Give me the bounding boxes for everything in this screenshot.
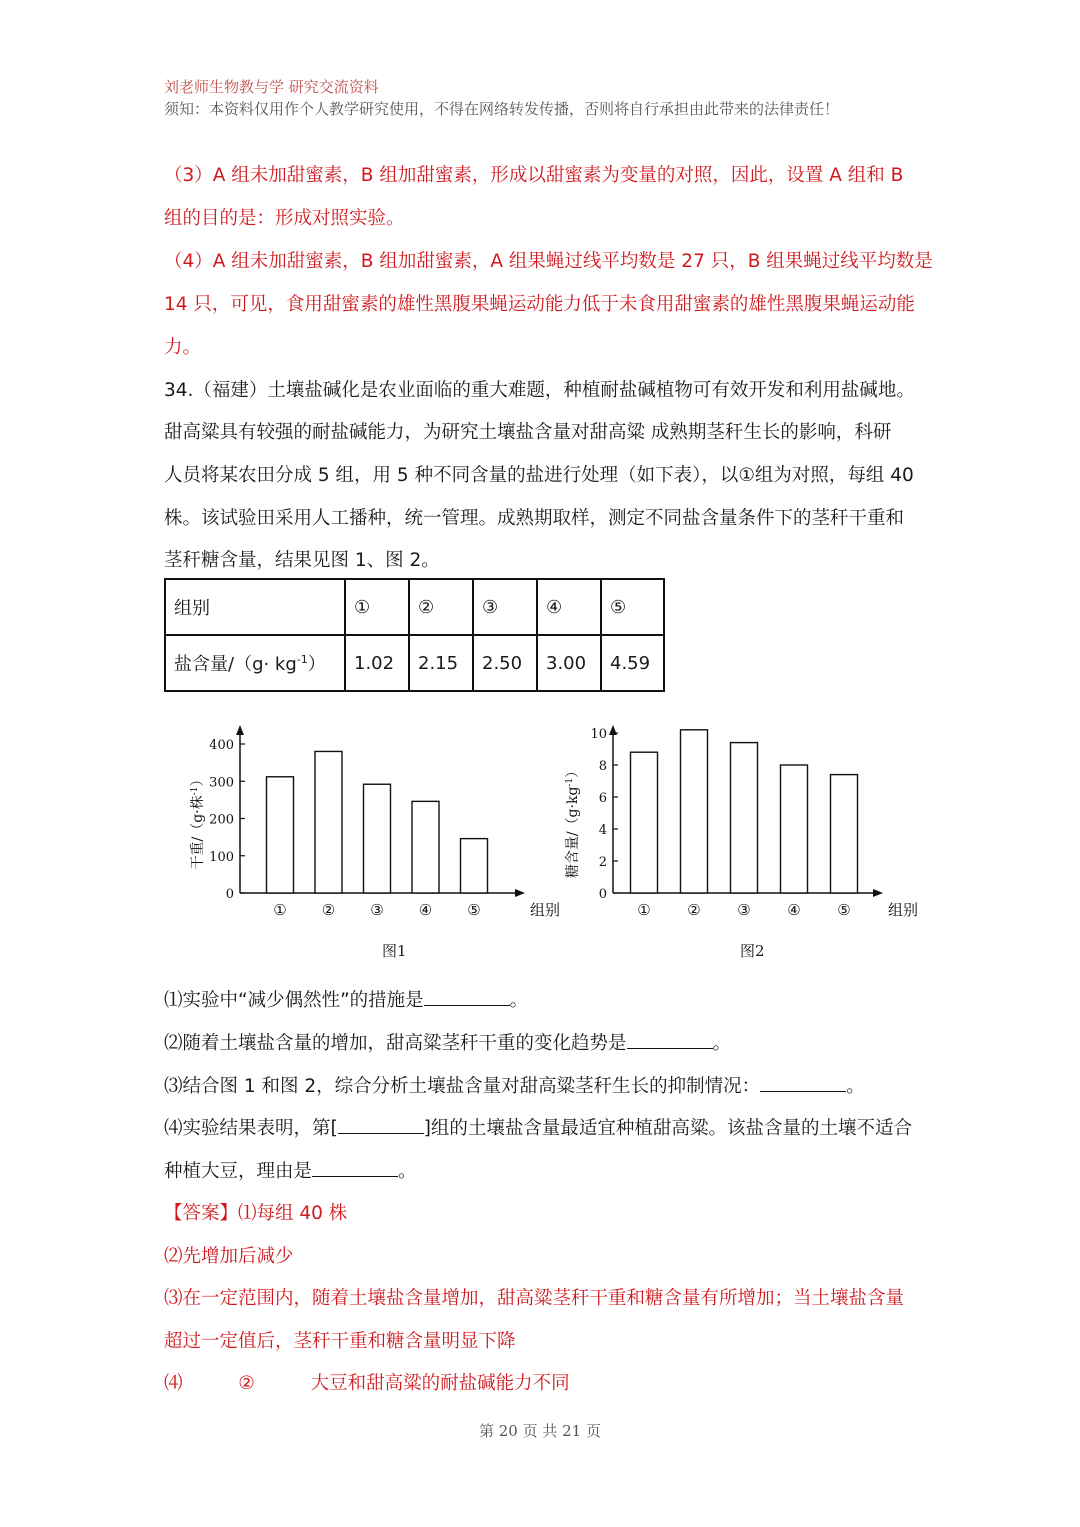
y-tick-label: 300 — [209, 775, 234, 791]
salt-label-sup: -1 — [296, 653, 308, 666]
table-cell: 2.15 — [409, 635, 473, 691]
x-tick-label: ③ — [737, 901, 751, 919]
y-tick-label: 400 — [209, 738, 234, 753]
bar — [267, 777, 294, 893]
answer-blank[interactable] — [760, 1073, 846, 1092]
table-cell: ② — [409, 579, 473, 635]
x-tick-label: ⑤ — [467, 901, 481, 919]
page-footer: 第 20 页 共 21 页 — [478, 1422, 601, 1440]
dry-weight-chart — [180, 705, 561, 935]
subquestion-2-end: 。 — [712, 1033, 732, 1054]
prev-answer-line: 14 只，可见，食用甜蜜素的雄性黑腹果蝇运动能力低于未食用甜蜜素的雄性黑腹果蝇运动能 — [164, 294, 915, 315]
prev-answer-line: 组的目的是：形成对照实验。 — [164, 208, 405, 229]
y-tick-label: 8 — [598, 759, 607, 774]
x-axis-arrow — [515, 889, 525, 897]
y-tick-label: 6 — [598, 791, 607, 806]
salt-label-close: ） — [307, 654, 326, 675]
table-cell: ① — [345, 579, 409, 635]
table-cell: 3.00 — [537, 635, 601, 691]
answer-3-line: ⑶在一定范围内，随着土壤盐含量增加，甜高粱茎秆干重和糖含量有所增加；当土壤盐含量 — [164, 1288, 905, 1309]
y-tick-label: 2 — [598, 855, 607, 870]
bar — [315, 751, 342, 893]
bar — [731, 743, 758, 893]
bar — [831, 775, 858, 893]
subquestion-4 — [164, 1114, 912, 1140]
table-row — [165, 579, 664, 635]
x-tick-label: ① — [637, 901, 651, 919]
salt-label: 盐含量/（g· kg — [174, 654, 297, 675]
bar — [781, 765, 808, 893]
answer-blank[interactable] — [312, 1158, 398, 1177]
table-cell: ③ — [473, 579, 537, 635]
table-cell: 2.50 — [473, 635, 537, 691]
header-notice: 须知：本资料仅用作个人教学研究使用，不得在网络转发传播，否则将自行承担由此带来的法律责任！ — [164, 100, 840, 118]
question-line: 甜高粱具有较强的耐盐碱能力，为研究土壤盐含量对甜高粱 成熟期茎秆生长的影响，科研 — [164, 422, 892, 443]
y-axis-label-group — [564, 764, 581, 878]
answer-3-line: 超过一定值后，茎秆干重和糖含量明显下降 — [164, 1331, 516, 1352]
y-axis-label-group — [189, 773, 206, 870]
subquestion-3-text: ⑶结合图 1 和图 2，综合分析土壤盐含量对甜高粱茎秆生长的抑制情况： — [164, 1076, 761, 1097]
y-axis-label: 糖含量$/(g\cdot kg^{-1})$ — [565, 763, 581, 879]
answer-2: ⑵先增加后减少 — [164, 1246, 294, 1267]
question-line: 34.（福建）土壤盐碱化是农业面临的重大难题，种植耐盐碱植物可有效开发和利用盐碱地。 — [164, 380, 915, 401]
x-tick-label: ⑤ — [837, 901, 851, 919]
question-line: 株。该试验田采用人工播种，统一管理。成熟期取样，测定不同盐含量条件下的茎秆干重和 — [164, 508, 905, 529]
question-line: 茎秆糖含量，结果见图 1、图 2。 — [164, 550, 440, 571]
header-source: 刘老师生物教与学 研究交流资料 — [164, 78, 379, 96]
subquestion-1-end: 。 — [509, 990, 529, 1011]
bar — [631, 752, 658, 893]
subquestion-4b-text: 种植大豆，理由是 — [164, 1161, 313, 1182]
answer-4 — [164, 1369, 570, 1395]
subquestion-4-mid: ]组的土壤盐含量最适宜种植甜高粱。该盐含量的土壤不适合 — [423, 1118, 912, 1139]
x-axis-label: 组别 — [888, 901, 919, 919]
prev-answer-line: （4）A 组未加甜蜜素，B 组加甜蜜素，A 组果蝇过线平均数是 27 只，B 组果蝇过线平均数是 — [164, 251, 933, 272]
prev-answer-line: 力。 — [164, 337, 202, 358]
answer-blank[interactable] — [424, 987, 510, 1006]
x-tick-label: ③ — [370, 901, 384, 919]
x-tick-label: ② — [687, 901, 701, 919]
subquestion-1 — [164, 986, 528, 1012]
x-axis-arrow — [873, 889, 883, 897]
table-header-cell: 组别 — [165, 579, 345, 635]
x-tick-label: ② — [321, 901, 336, 919]
x-tick-label: ④ — [787, 901, 801, 919]
bar — [364, 784, 391, 893]
y-tick-label: 0 — [598, 887, 607, 902]
bar — [412, 801, 439, 893]
table-cell: ④ — [537, 579, 601, 635]
table-cell: 4.59 — [601, 635, 664, 691]
figure-2-caption: 图2 — [740, 942, 765, 960]
subquestion-3-end: 。 — [846, 1076, 865, 1097]
answer-4-reason: 大豆和甜高粱的耐盐碱能力不同 — [310, 1373, 570, 1394]
answer-blank[interactable] — [627, 1030, 713, 1049]
y-tick-label: 10 — [590, 727, 607, 742]
answer-4-number: ⑷ — [164, 1373, 183, 1394]
subquestion-2 — [164, 1029, 731, 1055]
subquestion-1-text: ⑴实验中“减少偶然性”的措施是 — [164, 990, 424, 1011]
subquestion-4-text: ⑷实验结果表明，第[ — [164, 1118, 338, 1139]
figure-1-caption: 图1 — [382, 942, 407, 960]
y-tick-label: 4 — [598, 823, 607, 838]
x-axis-label: 组别 — [530, 901, 561, 919]
subquestion-4b-end: 。 — [398, 1161, 417, 1182]
x-tick-label: ① — [273, 901, 287, 919]
answer-4-group: ② — [238, 1373, 255, 1394]
question-line: 人员将某农田分成 5 组，用 5 种不同含量的盐进行处理（如下表），以①组为对照，每组 40 — [164, 465, 914, 486]
table-header-cell — [165, 635, 345, 691]
y-tick-label: 200 — [209, 812, 234, 828]
y-axis-arrow — [236, 725, 244, 735]
answer-blank[interactable] — [338, 1115, 424, 1134]
answer-1: 【答案】⑴每组 40 株 — [164, 1203, 348, 1224]
table-cell: 1.02 — [345, 635, 409, 691]
y-axis-label: 干重/（g·株$^{-1}$） — [190, 772, 206, 870]
subquestion-4b — [164, 1157, 417, 1183]
bar — [461, 839, 488, 893]
sugar-content-chart — [555, 705, 925, 935]
prev-answer-line: （3）A 组未加甜蜜素，B 组加甜蜜素，形成以甜蜜素为变量的对照，因此，设置 A 组和 B — [164, 165, 904, 186]
salt-content-table — [164, 578, 665, 692]
bar — [681, 730, 708, 893]
subquestion-2-text: ⑵随着土壤盐含量的增加，甜高粱茎秆干重的变化趋势是 — [164, 1033, 627, 1054]
table-row — [165, 635, 664, 691]
table-cell: ⑤ — [601, 579, 664, 635]
y-tick-label: 0 — [225, 887, 234, 902]
subquestion-3 — [164, 1072, 865, 1098]
y-tick-label: 100 — [209, 849, 234, 865]
x-tick-label: ④ — [418, 901, 433, 919]
